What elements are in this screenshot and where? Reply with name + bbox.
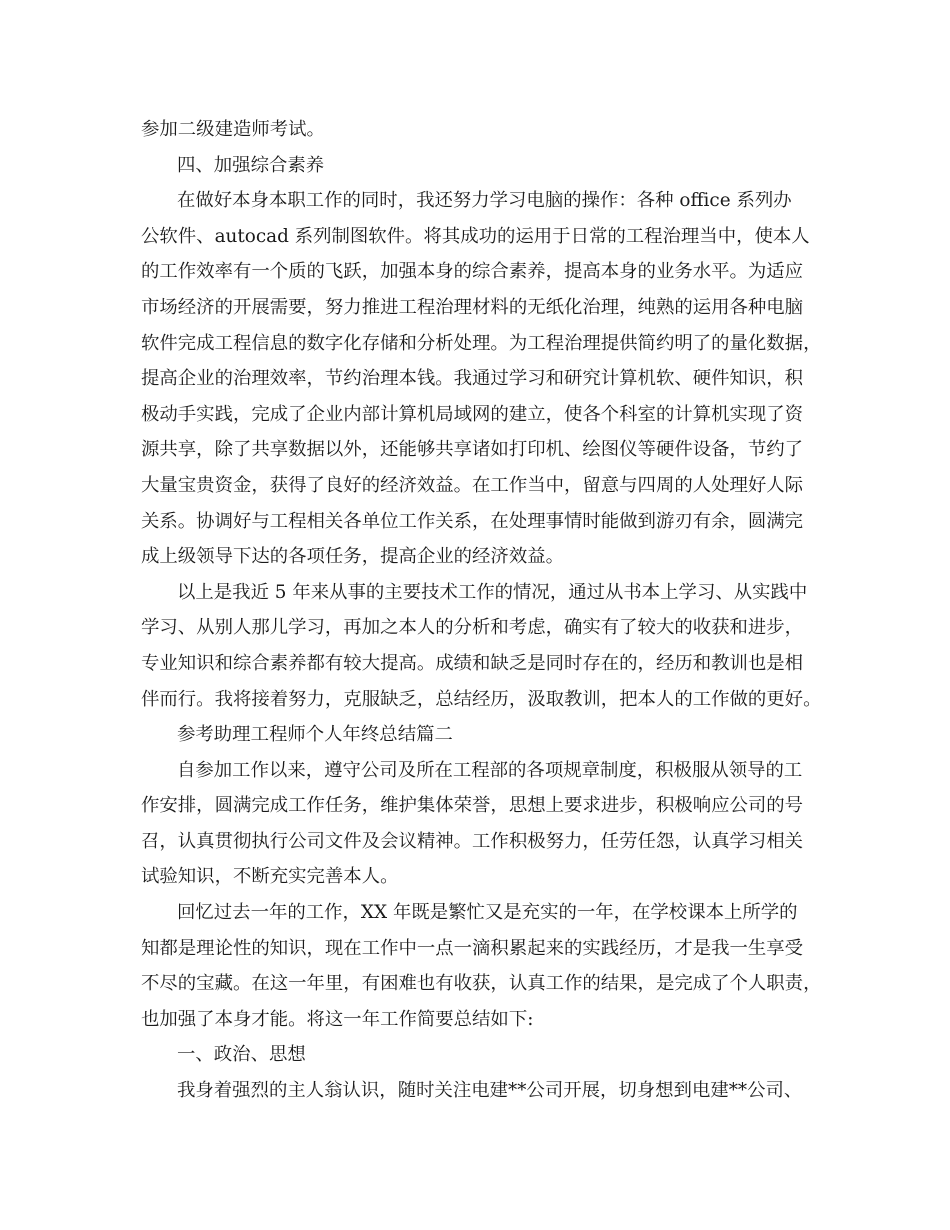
text-line: 专业知识和综合素养都有较大提高。成绩和缺乏是同时存在的，经历和教训也是相: [141, 652, 804, 674]
text-line: 伴而行。我将接着努力，克服缺乏，总结经历，汲取教训，把本人的工作做的更好。: [141, 688, 822, 710]
text-line: 回忆过去一年的工作，XX 年既是繁忙又是充实的一年，在学校课本上所学的: [177, 902, 798, 924]
text-line: 不尽的宝藏。在这一年里，有困难也有收获，认真工作的结果，是完成了个人职责，: [141, 973, 822, 995]
text-line: 自参加工作以来，遵守公司及所在工程部的各项规章制度，积极服从领导的工: [177, 759, 803, 781]
text-line: 作安排，圆满完成工作任务，维护集体荣誉，思想上要求进步，积极响应公司的号: [141, 795, 804, 817]
text-line: 的工作效率有一个质的飞跃，加强本身的综合素养，提高本身的业务水平。为适应: [141, 261, 804, 283]
text-line: 软件完成工程信息的数字化存储和分析处理。为工程治理提供简约明了的量化数据，: [141, 332, 822, 354]
section-heading: 参考助理工程师个人年终总结篇二: [177, 724, 453, 746]
text-line: 源共享，除了共享数据以外，还能够共享诸如打印机、绘图仪等硬件设备，节约了: [141, 439, 804, 461]
section-heading: 一、政治、思想: [177, 1044, 306, 1066]
text-line: 以上是我近 5 年来从事的主要技术工作的情况，通过从书本上学习、从实践中: [177, 581, 808, 603]
text-line: 市场经济的开展需要，努力推进工程治理材料的无纸化治理，纯熟的运用各种电脑: [141, 296, 804, 318]
text-line: 召，认真贯彻执行公司文件及会议精神。工作积极努力，任劳任怨，认真学习相关: [141, 830, 804, 852]
text-line: 我身着强烈的主人翁认识，随时关注电建**公司开展，切身想到电建**公司、: [177, 1080, 803, 1102]
text-line: 学习、从别人那儿学习，再加之本人的分析和考虑，确实有了较大的收获和进步，: [141, 617, 804, 639]
text-line: 极动手实践，完成了企业内部计算机局域网的建立，使各个科室的计算机实现了资: [141, 403, 804, 425]
document-body: [141, 112, 831, 1109]
text-line: 在做好本身本职工作的同时，我还努力学习电脑的操作：各种 office 系列办: [177, 190, 792, 212]
text-line: 关系。协调好与工程相关各单位工作关系，在处理事情时能做到游刃有余，圆满完: [141, 510, 804, 532]
text-line: 公软件、autocad 系列制图软件。将其成功的运用于日常的工程治理当中，使本人: [141, 225, 810, 247]
text-line: 成上级领导下达的各项任务，提高企业的经济效益。: [141, 546, 564, 568]
text-line: 参加二级建造师考试。: [141, 119, 325, 140]
section-heading: 四、加强综合素养: [177, 154, 325, 176]
text-line: 知都是理论性的知识，现在工作中一点一滴积累起来的实践经历，才是我一生享受: [141, 937, 804, 959]
text-line: 也加强了本身才能。将这一年工作简要总结如下:: [141, 1008, 534, 1030]
text-line: 试验知识，不断充实完善本人。: [141, 866, 399, 888]
text-line: 大量宝贵资金，获得了良好的经济效益。在工作当中，留意与四周的人处理好人际: [141, 474, 804, 496]
text-line: 提高企业的治理效率，节约治理本钱。我通过学习和研究计算机软、硬件知识，积: [141, 368, 804, 390]
